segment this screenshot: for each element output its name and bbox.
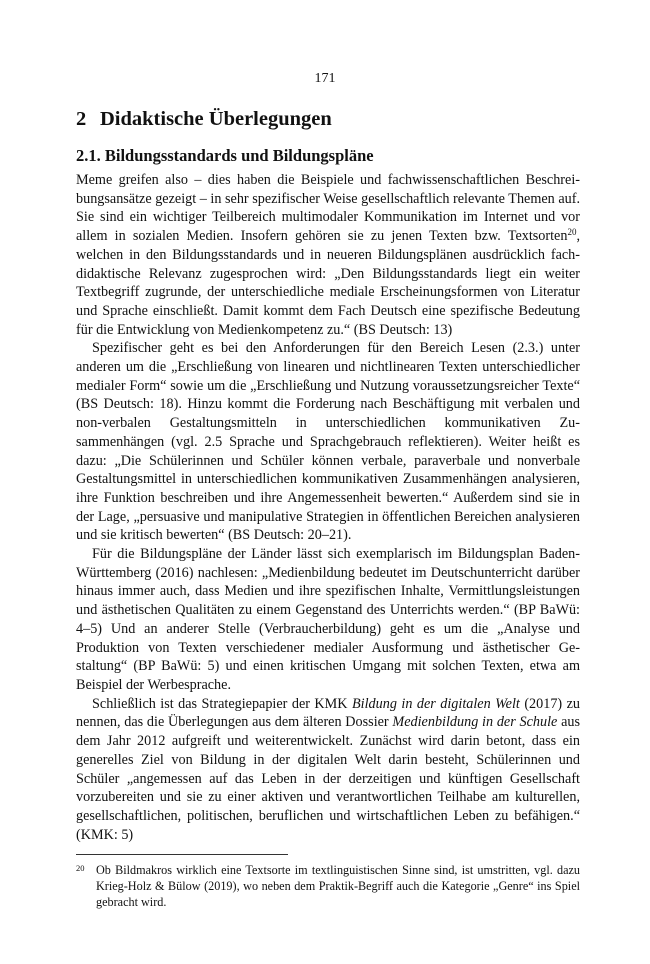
paragraph-3: Für die Bildungspläne der Länder lässt sich exemplarisch im Bildungsplan Baden-Württemberg (2016) nachlesen: „Medienbildung bedeutet im Deutschunterricht darüber hinaus immer auch, dass Medien und ihre spezifischen Inhalte, Vermittlungsleistungen und ästhetischen Qualitäten zu einem Gegenstand des Unterrichts werden.“ (BP BaWü: 4–5) Und an anderer Stelle (Verbraucherbildung) geht es um die „Analyse und Produktion von Texten verschiedener medialer Ausformung und ästhetischer Gestaltung“ (BP BaWü: 5) und einen kritischen Umgang mit solchen Texten, etwa am Beispiel der Werbesprache. bbox=[76, 546, 580, 693]
title-medienbildung-schule: Medienbildung in der Schule bbox=[392, 714, 558, 731]
paragraph-1 bbox=[76, 171, 580, 339]
footnote-text: Ob Bildmakros wirklich eine Textsorte im textlinguistischen Sinne sind, ist umstritten, vgl. dazu Krieg-Holz & Bülow (2019), wo neben dem Praktik-Begriff auch die Kategorie „Genre“ ins Spiel gebracht wird. bbox=[96, 863, 580, 909]
chapter-number: 2 bbox=[76, 108, 87, 130]
footnote-ref-20[interactable]: 20 bbox=[567, 227, 577, 238]
paragraph-4-part-b: (2017) zu nennen, das die Überlegungen aus dem älteren Dossier bbox=[76, 695, 580, 731]
paragraph-4 bbox=[76, 695, 580, 845]
page-number: 171 bbox=[314, 71, 336, 86]
paragraph-1-part-b: , welchen in den Bildungsstandards und in neueren Bildungsplänen ausdrücklich fachdidaktische Relevanz zugesprochen wird: „Den Bildungsstandards liegt ein weiter Textbegriff zugrunde, der unterschiedliche mediale Erscheinungsformen von Literatur und Sprache einschließt. Damit kommt dem Fach Deutsch eine spezifische Bedeutung für die Entwicklung von Medienkompetenz zu.“ (BS Deutsch: 13) bbox=[76, 228, 580, 338]
title-bildung-digitale-welt: Bildung in der digitalen Welt bbox=[352, 695, 520, 712]
section-heading: 2.1. Bildungsstandards und Bildungspläne bbox=[76, 146, 374, 165]
chapter-heading bbox=[76, 108, 581, 131]
footnote-20 bbox=[76, 862, 580, 910]
footnote-number: 20 bbox=[76, 863, 85, 873]
footnote-rule bbox=[76, 854, 288, 855]
paragraph-4-part-c: aus dem Jahr 2012 aufgreift und weiterentwickelt. Zunächst wird darin betont, dass ein generelles Ziel von Bildung in der digitalen Welt darin besteht, Schülerinnen und Schüler „angemessen auf das Leben in der derzeitigen und künftigen Gesellschaft vorzubereiten und sie zu einer aktiven und verantwortlichen Teilhabe am kulturellen, gesellschaftlichen, politischen, beruflichen und wirtschaftlichen Leben zu befähigen.“ (KMK: 5) bbox=[76, 714, 580, 843]
paragraph-1-part-a: Meme greifen also – dies haben die Beispiele und fachwissenschaftlichen Beschreibungsansätze gezeigt – in sehr spezifischer Weise gesellschaftlich relevante Themen auf. Sie sind ein wichtiger Teilbereich multimodaler Kommunikation im Internet und vor allem in sozialen Medien. Insofern gehören sie zu jenen Texten bzw. Textsorten bbox=[76, 172, 580, 245]
body-text bbox=[76, 171, 580, 844]
chapter-title: Didaktische Überlegungen bbox=[100, 108, 332, 130]
paragraph-2: Spezifischer geht es bei den Anforderungen für den Bereich Lesen (2.3.) unter anderen um die „Erschließung von linearen und nichtlinearen Texten unterschiedlicher medialer Form“ sowie um die „Erschließung und Nutzung voraussetzungsreicher Texte“ (BS Deutsch: 18). Hinzu kommt die Forderung nach Beschäftigung mit verbalen und non-verbalen Gestaltungsmitteln in unterschiedlichen kommunikativen Zusammenhängen (vgl. 2.5 Sprache und Sprachgebrauch reflektieren). Weiter heißt es dazu: „Die Schülerinnen und Schüler können verbale, paraverbale und nonverbale Gestaltungsmittel in unterschiedlichen kommunikativen Zusammenhängen analysieren, ihre Funktion beschreiben und ihre Angemessenheit bewerten.“ Außerdem sind sie in der Lage, „persuasive und manipulative Strategien in öffentlichen Bereichen analysieren und sie kritisch bewerten“ (BS Deutsch: 20–21). bbox=[76, 340, 580, 544]
paragraph-4-part-a: Schließlich ist das Strategiepapier der KMK bbox=[92, 695, 352, 712]
